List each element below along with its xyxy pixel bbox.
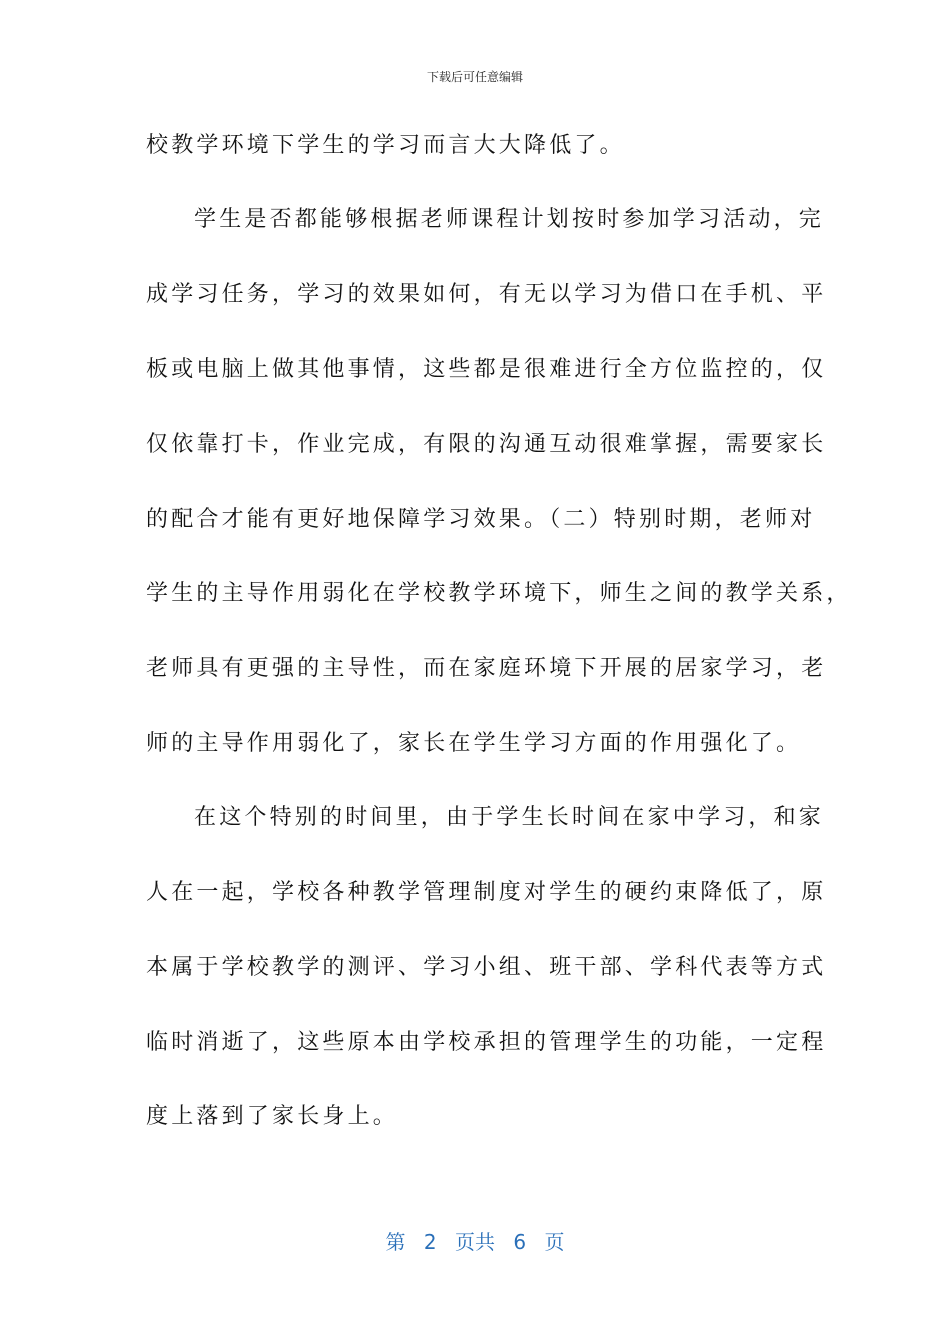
- paragraph-line: 学生是否都能够根据老师课程计划按时参加学习活动，完: [194, 207, 825, 232]
- footer-label-prefix: 第: [385, 1230, 406, 1254]
- paragraph-line: 的配合才能有更好地保障学习效果。（二）特别时期，老师对: [146, 507, 816, 532]
- header-note: 下载后可任意编辑: [426, 70, 523, 84]
- paragraph-line: 师的主导作用弱化了，家长在学生学习方面的作用强化了。: [146, 731, 802, 756]
- paragraph-line: 老师具有更强的主导性，而在家庭环境下开展的居家学习，老: [146, 656, 827, 681]
- footer-label-middle: 页共: [455, 1230, 495, 1254]
- paragraph-line: 在这个特别的时间里，由于学生长时间在家中学习，和家: [194, 805, 825, 830]
- total-pages-number: 6: [513, 1230, 527, 1254]
- paragraph-line: 学生的主导作用弱化在学校教学环境下，师生之间的教学关系，: [146, 581, 852, 606]
- paragraph-line: 仅依靠打卡，作业完成，有限的沟通互动很难掌握，需要家长: [146, 432, 827, 457]
- paragraph-line: 校教学环境下学生的学习而言大大降低了。: [146, 133, 625, 158]
- paragraph-line: 人在一起，学校各种教学管理制度对学生的硬约束降低了，原: [146, 880, 827, 905]
- page-number-footer: [0, 1226, 950, 1255]
- paragraph-line: 板或电脑上做其他事情，这些都是很难进行全方位监控的，仅: [146, 357, 827, 382]
- footer-label-suffix: 页: [544, 1230, 565, 1254]
- current-page-number: 2: [423, 1230, 437, 1254]
- paragraph-line: 临时消逝了，这些原本由学校承担的管理学生的功能，一定程: [146, 1030, 827, 1055]
- paragraph-line: 度上落到了家长身上。: [146, 1104, 399, 1129]
- paragraph-line: 本属于学校教学的测评、学习小组、班干部、学科代表等方式: [146, 955, 827, 980]
- paragraph-line: 成学习任务，学习的效果如何，有无以学习为借口在手机、平: [146, 282, 827, 307]
